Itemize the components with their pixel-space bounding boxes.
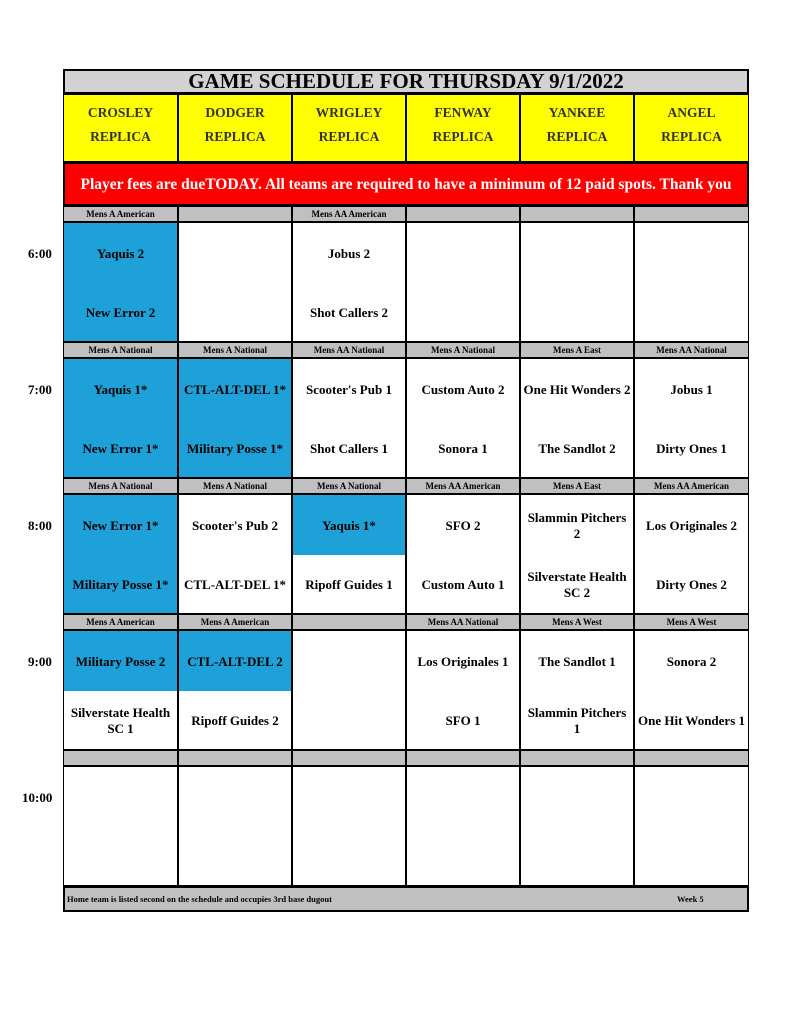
field-header-0 [63, 94, 178, 162]
visitor-team: Scooter's Pub 1 [306, 382, 392, 397]
home-team: Shot Callers 2 [310, 305, 388, 320]
division-label: Mens A American [63, 206, 178, 222]
game-cell [634, 494, 749, 614]
division-label: Mens A American [63, 614, 178, 630]
visitor-team: CTL-ALT-DEL 2 [187, 654, 283, 669]
game-cell [178, 358, 292, 478]
game-cell [292, 358, 406, 478]
field-header-3 [406, 94, 520, 162]
game-cell [406, 766, 520, 886]
field-type: REPLICA [318, 129, 380, 144]
home-team: SFO 1 [445, 713, 481, 728]
field-name: ANGEL [667, 105, 716, 120]
visitor-team [66, 781, 175, 815]
field-name: WRIGLEY [315, 105, 383, 120]
division-label: Mens A East [520, 342, 634, 358]
visitor-team: The Sandlot 1 [538, 654, 616, 669]
schedule-title: GAME SCHEDULE FOR THURSDAY 9/1/2022 [63, 69, 749, 94]
field-header-2 [292, 94, 406, 162]
visitor-team: Jobus 1 [670, 382, 713, 397]
home-team-note: Home team is listed second on the schedule and occupies 3rd base dugout [67, 894, 332, 904]
game-cell [406, 222, 520, 342]
game-cell [63, 494, 178, 614]
field-name: YANKEE [548, 105, 606, 120]
division-label [406, 750, 520, 766]
visitor-team [523, 237, 631, 271]
home-team: Military Posse 1* [186, 441, 284, 456]
field-type: REPLICA [432, 129, 494, 144]
game-cell [63, 358, 178, 478]
visitor-team [409, 781, 517, 815]
field-header-4 [520, 94, 634, 162]
schedule-footer [63, 886, 749, 912]
visitor-team: One Hit Wonders 2 [523, 382, 631, 397]
visitor-team [523, 781, 631, 815]
home-team: The Sandlot 2 [538, 441, 616, 456]
division-label: Mens A National [406, 342, 520, 358]
game-cell [178, 494, 292, 614]
home-team: Slammin Pitchers 1 [527, 705, 627, 736]
home-team: Ripoff Guides 1 [305, 577, 393, 592]
field-name: CROSLEY [87, 105, 154, 120]
fees-notice: Player fees are dueTODAY. All teams are required to have a minimum of 12 paid spots. Thank you [63, 162, 749, 206]
time-label: 7:00 [28, 382, 52, 397]
division-label [520, 750, 634, 766]
home-team: Dirty Ones 1 [656, 441, 727, 456]
visitor-team [181, 237, 289, 271]
game-cell [292, 222, 406, 342]
home-team [523, 296, 631, 330]
game-cell [406, 494, 520, 614]
field-type: REPLICA [661, 129, 722, 144]
division-label: Mens A National [178, 478, 292, 494]
game-cell [63, 222, 178, 342]
home-team: Shot Callers 1 [310, 441, 388, 456]
field-header-1 [178, 94, 292, 162]
game-cell [292, 630, 406, 750]
home-team [637, 840, 746, 874]
home-team [295, 840, 403, 874]
game-cell [292, 494, 406, 614]
division-label: Mens A National [63, 342, 178, 358]
game-cell [63, 630, 178, 750]
visitor-team [637, 237, 746, 271]
visitor-team: Slammin Pitchers 2 [527, 510, 627, 541]
division-label [178, 750, 292, 766]
game-cell [520, 222, 634, 342]
division-label: Mens AA National [406, 614, 520, 630]
game-cell [520, 630, 634, 750]
division-label: Mens A National [178, 342, 292, 358]
time-label: 8:00 [28, 518, 52, 533]
time-label: 6:00 [28, 246, 52, 261]
division-label [292, 750, 406, 766]
home-team [295, 704, 403, 738]
division-label: Mens A West [520, 614, 634, 630]
division-label: Mens A West [634, 614, 749, 630]
home-team [181, 840, 289, 874]
game-cell [520, 358, 634, 478]
division-label: Mens A National [292, 478, 406, 494]
division-label [634, 750, 749, 766]
visitor-team [181, 781, 289, 815]
visitor-team: Military Posse 2 [75, 654, 166, 669]
home-team: New Error 2 [85, 305, 156, 320]
visitor-team: CTL-ALT-DEL 1* [184, 382, 286, 397]
visitor-team: Los Originales 1 [417, 654, 509, 669]
home-team: Military Posse 1* [72, 577, 169, 592]
schedule-table [63, 69, 749, 912]
game-cell [634, 358, 749, 478]
division-label [178, 206, 292, 222]
game-cell [634, 766, 749, 886]
home-team: CTL-ALT-DEL 1* [184, 577, 286, 592]
home-team [523, 840, 631, 874]
field-name: FENWAY [434, 105, 492, 120]
division-label [292, 614, 406, 630]
visitor-team: Jobus 2 [327, 246, 371, 261]
home-team [66, 840, 175, 874]
home-team: Silverstate Health SC 1 [70, 705, 171, 736]
game-cell [63, 766, 178, 886]
division-label: Mens AA American [634, 478, 749, 494]
home-team: Custom Auto 1 [421, 577, 505, 592]
game-cell [634, 222, 749, 342]
home-team: Ripoff Guides 2 [191, 713, 279, 728]
division-label [520, 206, 634, 222]
game-cell [292, 766, 406, 886]
division-label: Mens AA National [292, 342, 406, 358]
division-label: Mens AA American [406, 478, 520, 494]
field-header-5 [634, 94, 749, 162]
game-cell [520, 766, 634, 886]
time-label: 10:00 [22, 790, 53, 805]
visitor-team: Yaquis 2 [96, 246, 145, 261]
visitor-team: Scooter's Pub 2 [192, 518, 278, 533]
visitor-team [295, 645, 403, 679]
home-team [409, 840, 517, 874]
home-team: Dirty Ones 2 [656, 577, 727, 592]
home-team [181, 296, 289, 330]
field-type: REPLICA [90, 129, 151, 144]
division-label: Mens AA American [292, 206, 406, 222]
division-label [63, 750, 178, 766]
division-label: Mens A American [178, 614, 292, 630]
visitor-team: Yaquis 1* [322, 518, 376, 533]
home-team: New Error 1* [82, 441, 159, 456]
visitor-team: SFO 2 [445, 518, 481, 533]
division-label [406, 206, 520, 222]
home-team: Sonora 1 [438, 441, 488, 456]
home-team: One Hit Wonders 1 [637, 713, 746, 728]
game-cell [178, 766, 292, 886]
visitor-team: Yaquis 1* [93, 382, 148, 397]
field-name: DODGER [205, 105, 265, 120]
visitor-team [409, 237, 517, 271]
visitor-team [295, 781, 403, 815]
week-label: Week 5 [677, 894, 704, 904]
field-type: REPLICA [546, 129, 608, 144]
game-cell [406, 358, 520, 478]
visitor-team: Custom Auto 2 [421, 382, 505, 397]
field-type: REPLICA [204, 129, 266, 144]
division-label: Mens A National [63, 478, 178, 494]
division-label: Mens AA National [634, 342, 749, 358]
game-cell [178, 630, 292, 750]
visitor-team: New Error 1* [82, 518, 159, 533]
home-team [637, 296, 746, 330]
visitor-team [637, 781, 746, 815]
game-cell [178, 222, 292, 342]
game-cell [406, 630, 520, 750]
visitor-team: Los Originales 2 [645, 518, 737, 533]
game-cell [634, 630, 749, 750]
home-team [409, 296, 517, 330]
home-team: Silverstate Health SC 2 [527, 569, 627, 600]
division-label: Mens A East [520, 478, 634, 494]
division-label [634, 206, 749, 222]
visitor-team: Sonora 2 [666, 654, 717, 669]
game-cell [520, 494, 634, 614]
time-label: 9:00 [28, 654, 52, 669]
field-header-row [63, 94, 749, 162]
